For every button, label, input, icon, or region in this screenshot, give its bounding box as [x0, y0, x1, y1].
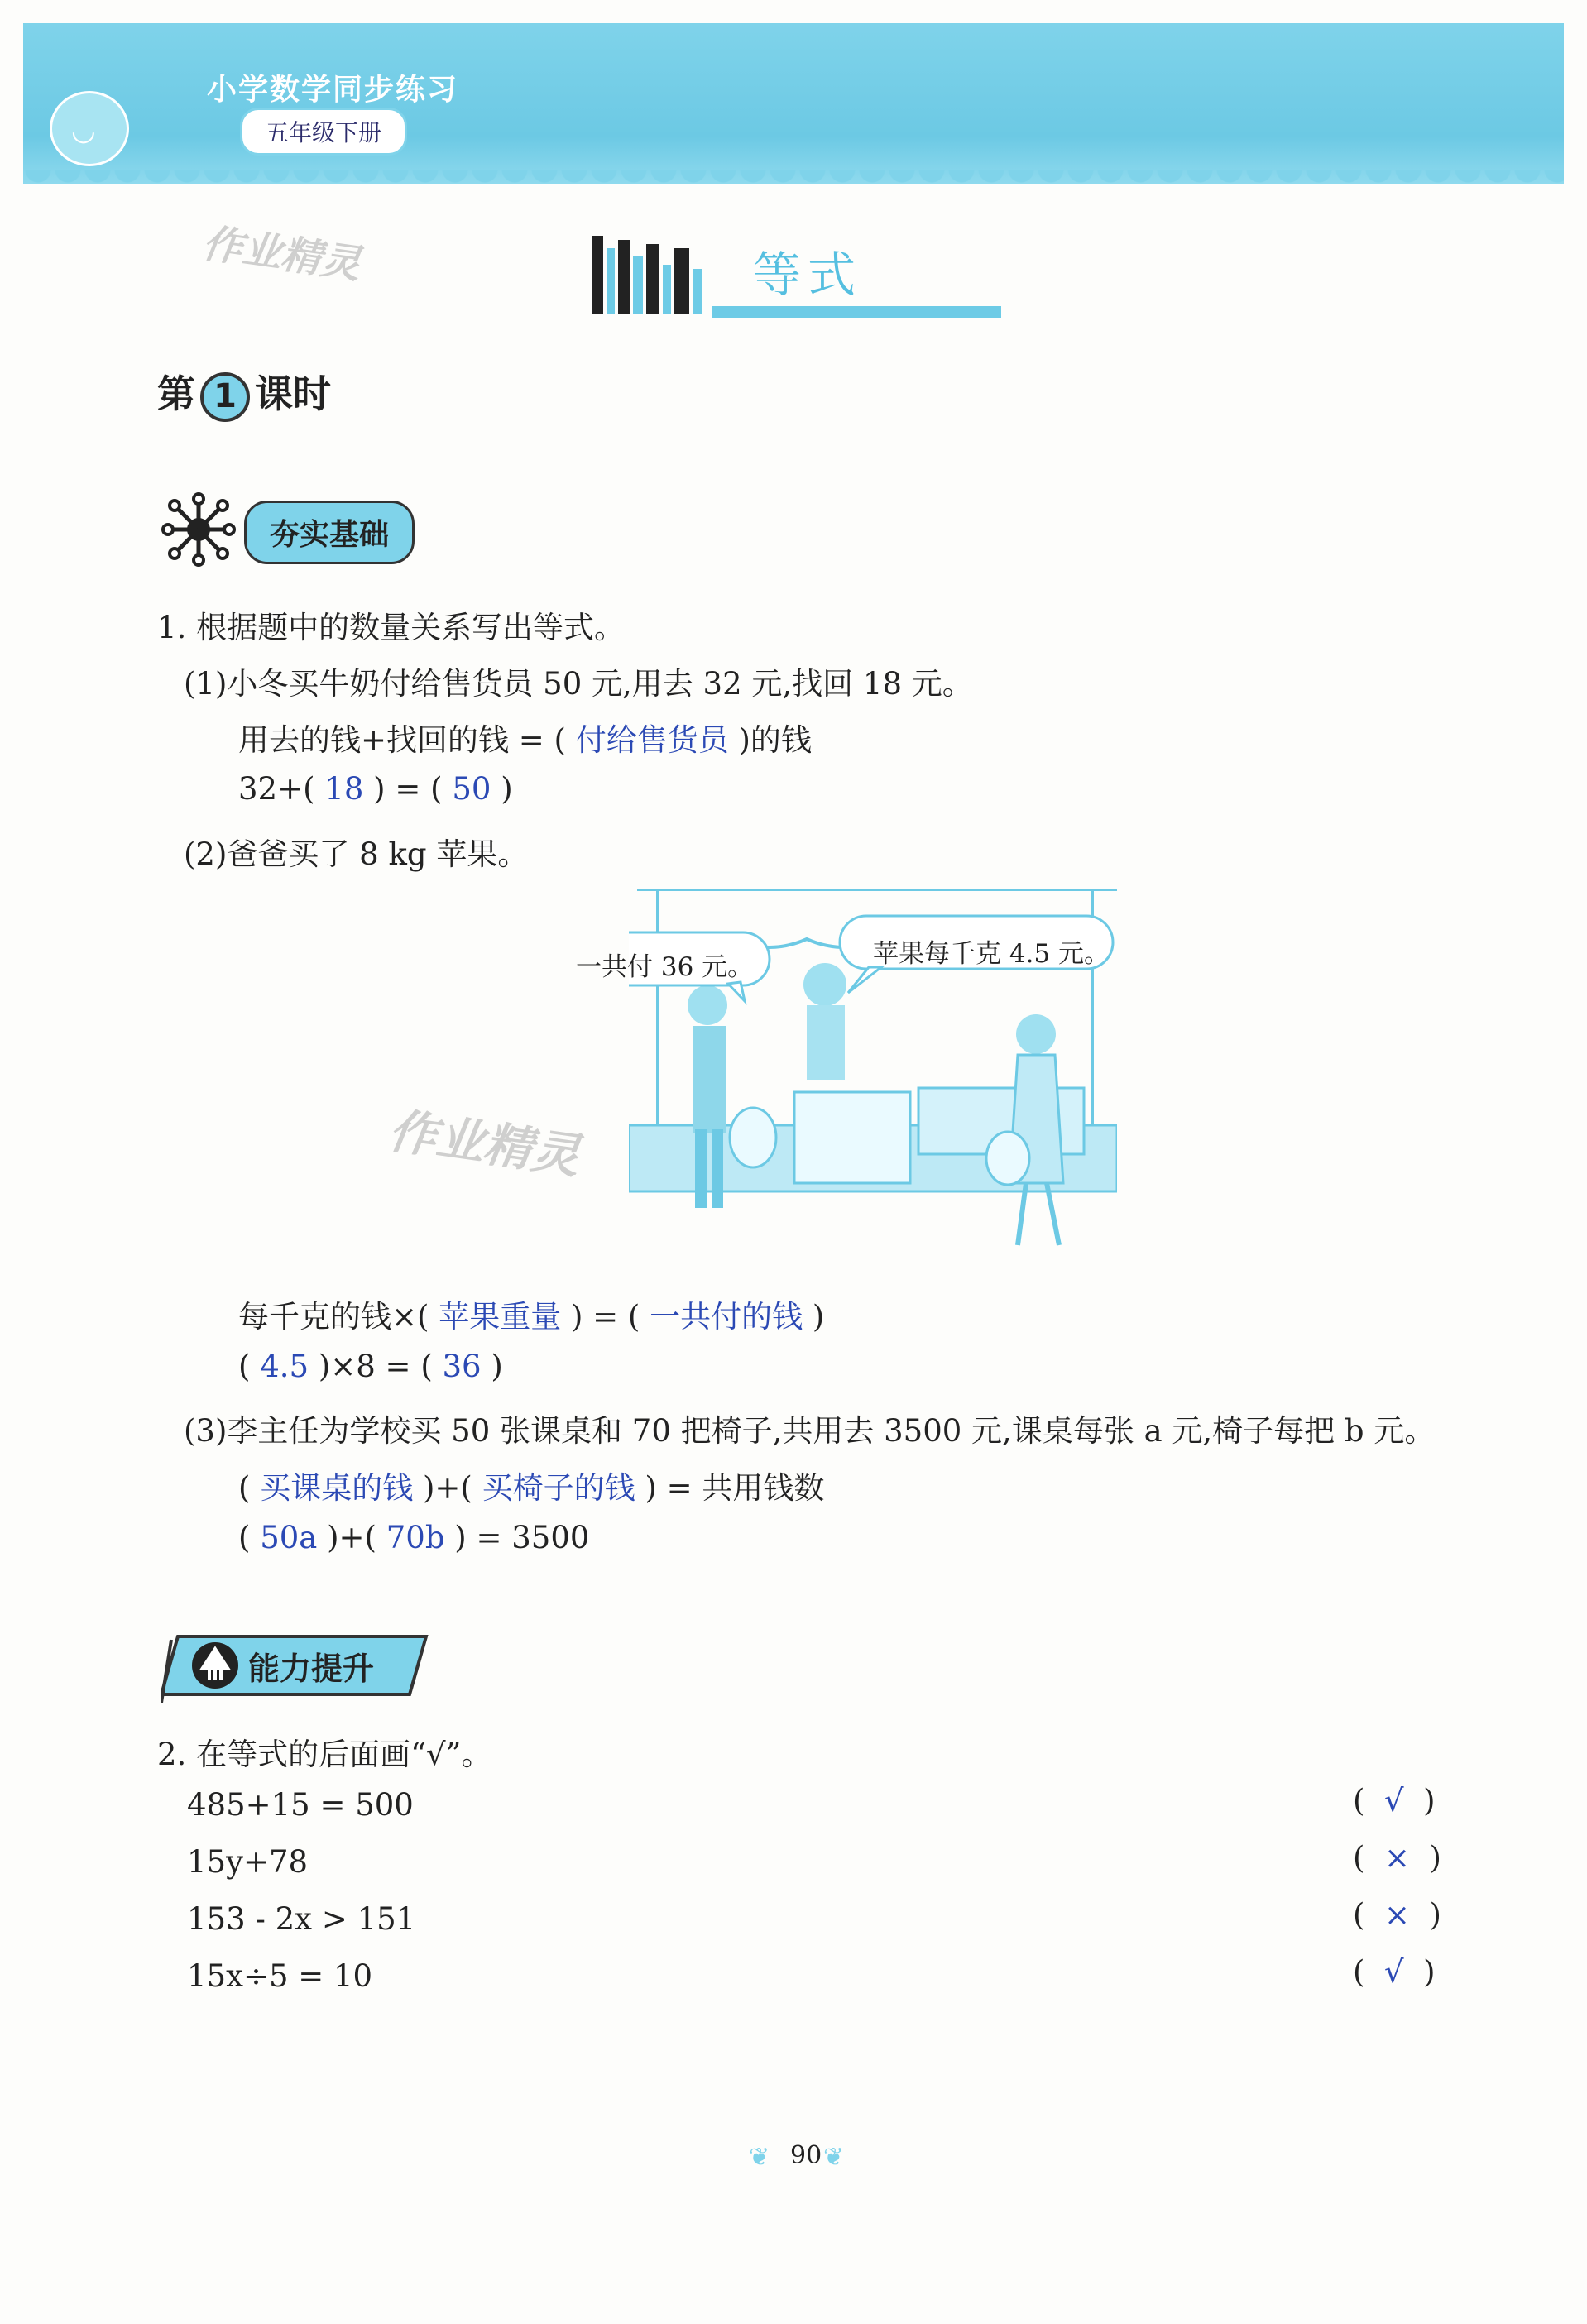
q2-expr-2: 15y+78: [187, 1844, 309, 1880]
text: ) = (: [570, 1299, 640, 1335]
text: ): [812, 1299, 825, 1335]
answer: 50: [452, 771, 491, 807]
cross-mark: ×: [1383, 1840, 1410, 1876]
answer: 4.5: [260, 1349, 309, 1384]
cross-mark: ×: [1383, 1897, 1410, 1933]
section-title: 等式: [753, 247, 863, 303]
text: (: [238, 1520, 251, 1555]
lesson-suffix: 课时: [255, 371, 331, 416]
books-icon: [592, 232, 707, 319]
part2-label: 能力提升: [248, 1651, 375, 1687]
q2-expr-1: 485+15 = 500: [187, 1787, 414, 1823]
text: (: [238, 1349, 251, 1384]
text: )+(: [422, 1470, 472, 1506]
text: (: [238, 1470, 251, 1506]
watermark: 作业精灵: [199, 219, 364, 289]
q2-bracket-4: ( √ ): [1353, 1954, 1436, 1990]
q1-s1-line2: [238, 771, 513, 807]
answer: 苹果重量: [439, 1299, 562, 1335]
banner-scallop-border: [23, 170, 1564, 194]
q2-expr-3: 153 - 2x > 151: [187, 1901, 416, 1937]
answer: 买椅子的钱: [482, 1470, 635, 1506]
q2-bracket-2: ( × ): [1353, 1840, 1441, 1876]
network-icon: [161, 492, 236, 567]
lesson-number-badge: 1: [200, 372, 250, 422]
q2-expr-4: 15x÷5 = 10: [187, 1958, 373, 1994]
answer: 18: [324, 771, 364, 807]
part1-label: 夯实基础: [244, 501, 415, 564]
q1-s1-line1: [238, 715, 812, 759]
q1-s1-text: (1)小冬买牛奶付给售货员 50 元,用去 32 元,找回 18 元。: [184, 666, 973, 702]
laurel-left-icon: ❦: [749, 2143, 770, 2172]
answer: 70b: [386, 1520, 445, 1555]
q2-stem: 2. 在等式的后面画“√”。: [157, 1737, 492, 1772]
text: ): [491, 1349, 503, 1384]
q1-s3-line2: [238, 1520, 589, 1555]
q1-stem: 1. 根据题中的数量关系写出等式。: [157, 610, 626, 645]
lesson-heading: [157, 364, 331, 422]
section-underline: [712, 306, 1001, 318]
q1-s2-line1: [238, 1291, 824, 1336]
q2-bracket-3: ( × ): [1353, 1897, 1441, 1933]
grade-tag: 五年级下册: [240, 108, 407, 156]
q1-s2-text: (2)爸爸买了 8 kg 苹果。: [184, 836, 529, 872]
lesson-prefix: 第: [157, 371, 195, 416]
text: ) = 3500: [454, 1520, 590, 1555]
laurel-right-icon: ❦: [823, 2143, 845, 2172]
page-number: 90: [790, 2141, 822, 2170]
text: ): [501, 771, 513, 807]
text: )+(: [327, 1520, 376, 1555]
series-title: 小学数学同步练习: [207, 73, 459, 107]
answer: 买课桌的钱: [260, 1470, 414, 1506]
text: )×8 = (: [318, 1349, 433, 1384]
check-mark: √: [1383, 1954, 1404, 1990]
text: 32+(: [238, 771, 315, 807]
check-mark: √: [1383, 1783, 1404, 1818]
q1-s3-line1: [238, 1463, 824, 1507]
answer: 付给售货员: [575, 722, 729, 758]
q1-s2-line2: [238, 1349, 503, 1384]
text: ) = 共用钱数: [645, 1470, 825, 1506]
answer: 36: [442, 1349, 482, 1384]
smile-icon: ◡: [71, 114, 96, 147]
q2-bracket-1: ( √ ): [1353, 1783, 1436, 1818]
answer: 一共付的钱: [650, 1299, 803, 1335]
text: )的钱: [738, 722, 812, 758]
answer: 50a: [260, 1520, 318, 1555]
text: ) = (: [373, 771, 443, 807]
q1-s3-text: (3)李主任为学校买 50 张课桌和 70 把椅子,共用去 3500 元,课桌每张 a 元,椅子每把 b 元。: [184, 1413, 1436, 1449]
speech-bubble-right: 苹果每千克 4.5 元。: [873, 939, 1110, 969]
watermark: 作业精灵: [385, 1102, 583, 1185]
text: 每千克的钱×(: [238, 1299, 429, 1335]
speech-bubble-left: 一共付 36 元。: [576, 952, 754, 982]
text: 用去的钱+找回的钱 = (: [238, 722, 566, 758]
